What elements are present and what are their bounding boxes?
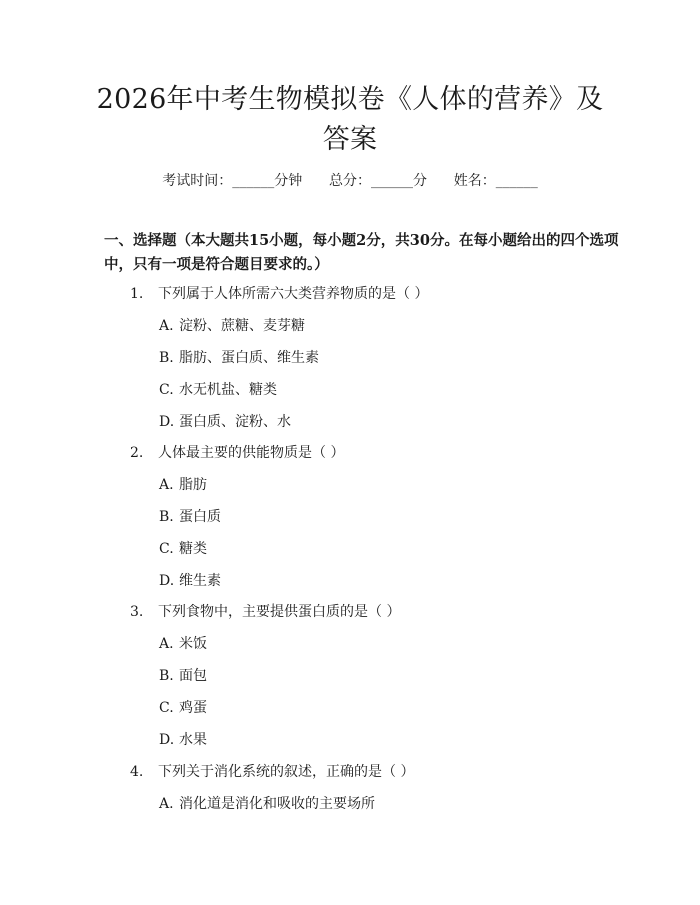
option-3d <box>159 729 207 749</box>
option-text: 脂肪 <box>179 477 207 493</box>
question-text: 下列属于人体所需六大类营养物质的是（ ） <box>158 286 429 302</box>
question-number: 4. <box>130 764 144 780</box>
question-number: 3. <box>130 604 144 620</box>
option-letter: B. <box>159 350 174 366</box>
option-text: 水果 <box>179 732 207 748</box>
option-2b <box>159 506 221 526</box>
option-1a <box>159 315 305 335</box>
option-text: 面包 <box>179 668 207 684</box>
score-label: 总分： <box>329 173 371 189</box>
option-4a <box>159 793 375 813</box>
option-letter: C. <box>159 541 174 557</box>
question-number: 1. <box>130 286 144 302</box>
option-3b <box>159 665 207 685</box>
section-heading: 一、选择题（本大题共15小题，每小题2分，共30分。在每小题给出的四个选项中，只有一项是符合题目要求的。） <box>104 232 619 273</box>
option-letter: A. <box>159 318 174 334</box>
option-text: 水无机盐、糖类 <box>179 382 277 398</box>
option-2d <box>159 570 221 590</box>
question-text: 下列食物中，主要提供蛋白质的是（ ） <box>158 604 401 620</box>
exam-info-line <box>0 170 700 190</box>
question-number: 2. <box>130 445 144 461</box>
option-2a <box>159 474 207 494</box>
option-3c <box>159 697 207 717</box>
time-blank: ______ <box>232 173 275 189</box>
score-blank: ______ <box>371 173 413 189</box>
question-4 <box>130 761 414 781</box>
option-text: 蛋白质 <box>179 509 221 525</box>
question-1 <box>130 283 428 303</box>
option-letter: D. <box>159 573 175 589</box>
option-1b <box>159 347 319 367</box>
option-letter: A. <box>159 477 174 493</box>
option-text: 糖类 <box>179 541 207 557</box>
option-text: 米饭 <box>179 636 207 652</box>
name-label: 姓名： <box>453 173 496 189</box>
option-letter: B. <box>159 668 174 684</box>
option-letter: A. <box>159 796 174 812</box>
time-label: 考试时间： <box>162 173 233 189</box>
question-2 <box>130 442 344 462</box>
option-text: 蛋白质、淀粉、水 <box>179 414 291 430</box>
score-unit: 分 <box>413 173 427 189</box>
question-text: 人体最主要的供能物质是（ ） <box>158 445 345 461</box>
document-title: 2026年中考生物模拟卷《人体的营养》及答案 <box>96 84 604 155</box>
option-2c <box>159 538 207 558</box>
question-text: 下列关于消化系统的叙述，正确的是（ ） <box>158 764 415 780</box>
question-3 <box>130 601 400 621</box>
time-unit: 分钟 <box>274 173 303 189</box>
option-3a <box>159 633 207 653</box>
option-letter: D. <box>159 414 175 430</box>
option-letter: B. <box>159 509 174 525</box>
option-1d <box>159 411 291 431</box>
name-blank: ______ <box>495 173 538 189</box>
option-letter: C. <box>159 700 174 716</box>
option-text: 脂肪、蛋白质、维生素 <box>179 350 319 366</box>
option-letter: D. <box>159 732 175 748</box>
option-text: 消化道是消化和吸收的主要场所 <box>179 796 375 812</box>
option-text: 淀粉、蔗糖、麦芽糖 <box>179 318 305 334</box>
option-text: 维生素 <box>179 573 221 589</box>
option-letter: A. <box>159 636 174 652</box>
option-letter: C. <box>159 382 174 398</box>
option-1c <box>159 379 277 399</box>
option-text: 鸡蛋 <box>179 700 207 716</box>
